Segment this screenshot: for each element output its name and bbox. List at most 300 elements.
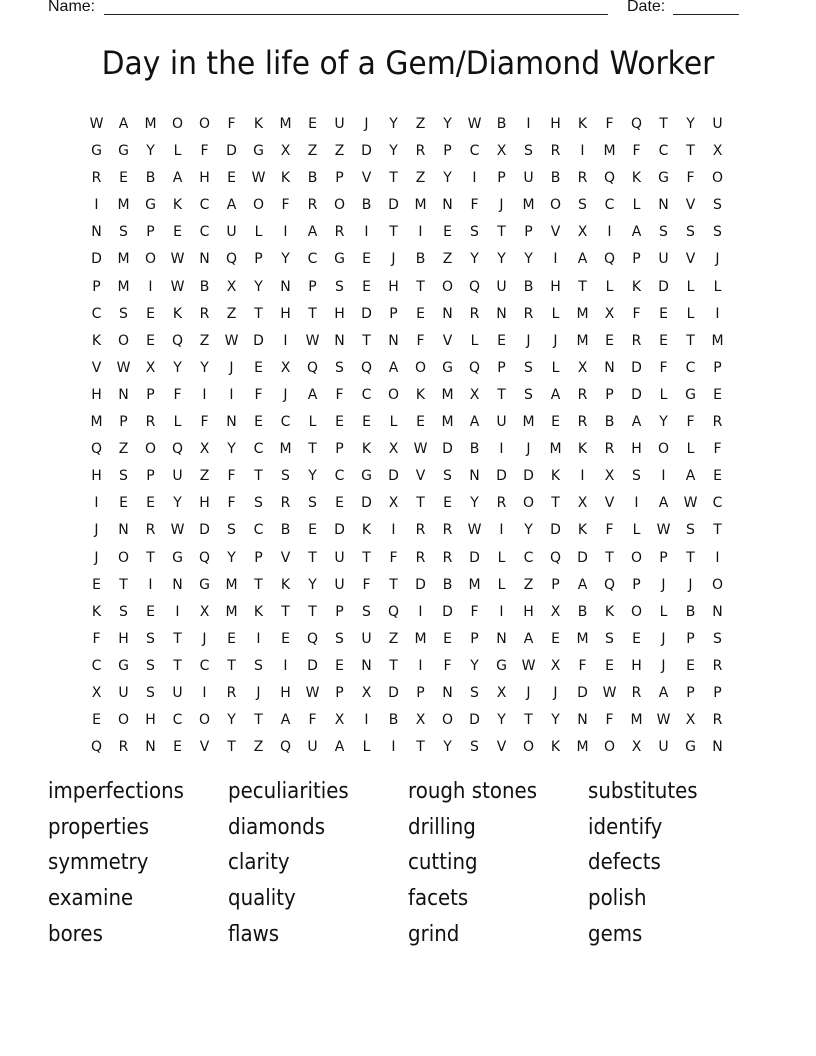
grid-cell: T: [416, 739, 425, 756]
grid-cell: F: [605, 116, 614, 132]
grid-cell: H: [631, 441, 642, 458]
grid-cell: N: [658, 197, 669, 214]
grid-cell: P: [632, 576, 641, 593]
grid-cell: O: [711, 170, 724, 187]
grid-cell: F: [605, 712, 614, 729]
grid-cell: A: [523, 630, 534, 647]
grid-cell: B: [685, 603, 696, 620]
grid-cell: I: [283, 224, 288, 241]
grid-cell: S: [686, 522, 695, 539]
grid-cell: P: [497, 359, 506, 376]
grid-cell: P: [551, 576, 560, 593]
grid-cell: F: [578, 657, 587, 674]
grid-cell: D: [469, 712, 480, 729]
grid-cell: T: [389, 576, 398, 593]
grid-cell: I: [364, 224, 369, 241]
grid-cell: J: [94, 549, 99, 566]
grid-cell: U: [496, 414, 507, 431]
grid-cell: I: [634, 495, 639, 512]
word-list-item: drilling: [408, 814, 476, 840]
grid-cell: I: [499, 603, 504, 620]
grid-cell: I: [148, 576, 153, 593]
grid-cell: M: [144, 116, 157, 132]
grid-cell: Q: [306, 359, 319, 376]
grid-cell: D: [226, 143, 237, 160]
grid-cell: V: [604, 495, 615, 512]
grid-cell: R: [523, 305, 534, 322]
grid-cell: O: [387, 386, 400, 403]
grid-cell: N: [469, 468, 480, 485]
word-list-item: facets: [408, 886, 469, 912]
word-list-item: polish: [588, 886, 647, 912]
grid-cell: A: [577, 251, 588, 268]
grid-cell: E: [632, 630, 641, 647]
grid-cell: S: [524, 359, 533, 376]
grid-cell: J: [256, 684, 261, 701]
grid-cell: X: [604, 305, 615, 322]
grid-cell: O: [630, 603, 643, 620]
grid-cell: J: [688, 576, 693, 593]
grid-cell: I: [283, 657, 288, 674]
grid-cell: I: [715, 305, 720, 322]
grid-cell: I: [229, 386, 234, 403]
grid-cell: A: [226, 197, 237, 214]
grid-cell: Z: [415, 170, 426, 187]
grid-cell: U: [658, 251, 669, 268]
grid-cell: E: [443, 495, 452, 512]
grid-cell: F: [713, 441, 722, 458]
grid-cell: S: [470, 684, 479, 701]
grid-cell: P: [335, 441, 344, 458]
grid-cell: C: [199, 224, 210, 241]
grid-cell: M: [468, 576, 481, 593]
grid-cell: V: [199, 739, 210, 756]
grid-cell: B: [604, 414, 615, 431]
grid-cell: L: [686, 305, 695, 322]
grid-cell: K: [577, 522, 588, 539]
grid-cell: Y: [173, 495, 182, 512]
grid-cell: T: [551, 495, 560, 512]
grid-cell: H: [550, 116, 561, 132]
grid-cell: R: [118, 739, 129, 756]
grid-cell: Q: [360, 359, 373, 376]
grid-cell: W: [251, 170, 266, 187]
grid-cell: R: [145, 522, 156, 539]
word-list-item: imperfections: [48, 779, 184, 804]
grid-cell: U: [658, 739, 669, 756]
grid-cell: Z: [523, 576, 534, 593]
grid-cell: A: [469, 414, 480, 431]
grid-cell: N: [145, 739, 156, 756]
word-list-item: diamonds: [228, 814, 326, 840]
grid-cell: M: [225, 603, 238, 620]
word-list-item: bores: [48, 921, 103, 947]
word-list-item: grind: [408, 921, 460, 947]
grid-cell: X: [496, 143, 507, 160]
grid-cell: C: [91, 305, 102, 322]
grid-cell: A: [577, 576, 588, 593]
grid-cell: T: [119, 576, 128, 593]
grid-cell: W: [467, 522, 482, 539]
grid-cell: P: [686, 630, 695, 647]
grid-cell: S: [713, 630, 722, 647]
grid-cell: L: [551, 359, 560, 376]
grid-cell: K: [172, 305, 183, 322]
grid-cell: N: [280, 278, 291, 295]
grid-cell: Y: [389, 143, 398, 160]
grid-cell: E: [362, 278, 371, 295]
grid-cell: H: [280, 684, 291, 701]
grid-cell: J: [229, 359, 234, 376]
grid-cell: D: [253, 332, 264, 349]
grid-cell: U: [307, 739, 318, 756]
grid-cell: U: [334, 116, 345, 132]
grid-cell: H: [118, 630, 129, 647]
grid-cell: Y: [308, 576, 317, 593]
grid-cell: M: [117, 197, 130, 214]
word-list-item: identify: [588, 814, 663, 840]
grid-cell: O: [198, 116, 211, 132]
grid-cell: O: [657, 441, 670, 458]
grid-cell: P: [524, 224, 533, 241]
grid-cell: H: [388, 278, 399, 295]
grid-cell: D: [199, 522, 210, 539]
grid-cell: E: [362, 251, 371, 268]
grid-cell: C: [199, 197, 210, 214]
grid-cell: K: [550, 739, 561, 756]
grid-cell: C: [307, 251, 318, 268]
grid-cell: E: [659, 332, 668, 349]
grid-cell: O: [171, 116, 184, 132]
grid-cell: O: [117, 332, 130, 349]
grid-cell: H: [199, 170, 210, 187]
grid-cell: C: [91, 657, 102, 674]
grid-cell: N: [118, 386, 129, 403]
grid-cell: X: [685, 712, 696, 729]
grid-cell: P: [389, 305, 398, 322]
grid-cell: C: [523, 549, 534, 566]
grid-cell: C: [280, 414, 291, 431]
grid-cell: B: [361, 197, 372, 214]
grid-cell: H: [280, 305, 291, 322]
grid-cell: C: [685, 359, 696, 376]
grid-cell: S: [227, 522, 236, 539]
grid-cell: S: [254, 495, 263, 512]
grid-cell: I: [94, 495, 99, 512]
grid-cell: T: [659, 116, 668, 132]
date-label: Date:: [627, 0, 666, 15]
grid-cell: Y: [443, 116, 452, 132]
grid-cell: T: [605, 549, 614, 566]
grid-cell: U: [172, 468, 183, 485]
grid-cell: E: [146, 495, 155, 512]
grid-cell: Z: [226, 305, 237, 322]
grid-cell: G: [442, 359, 453, 376]
grid-cell: M: [576, 630, 589, 647]
grid-cell: T: [497, 224, 506, 241]
grid-cell: F: [470, 603, 479, 620]
grid-cell: J: [94, 522, 99, 539]
grid-cell: X: [631, 739, 642, 756]
grid-cell: I: [472, 170, 477, 187]
grid-cell: M: [576, 305, 589, 322]
grid-cell: F: [254, 386, 263, 403]
grid-cell: A: [658, 684, 669, 701]
grid-cell: H: [631, 657, 642, 674]
grid-cell: H: [91, 386, 102, 403]
grid-cell: E: [227, 630, 236, 647]
grid-cell: D: [388, 197, 399, 214]
grid-cell: V: [361, 170, 372, 187]
grid-cell: C: [658, 143, 669, 160]
grid-cell: B: [415, 251, 426, 268]
grid-cell: Z: [442, 251, 453, 268]
grid-cell: T: [389, 657, 398, 674]
grid-cell: O: [630, 549, 643, 566]
grid-cell: F: [281, 197, 290, 214]
grid-cell: D: [496, 468, 507, 485]
grid-cell: L: [551, 305, 560, 322]
word-list-item: quality: [228, 886, 296, 912]
grid-cell: W: [305, 684, 320, 701]
grid-cell: R: [604, 441, 615, 458]
grid-cell: O: [441, 278, 454, 295]
grid-cell: J: [283, 386, 288, 403]
grid-cell: L: [632, 522, 641, 539]
grid-cell: X: [334, 712, 345, 729]
grid-cell: I: [391, 739, 396, 756]
grid-cell: X: [388, 495, 399, 512]
grid-cell: E: [173, 739, 182, 756]
grid-cell: I: [94, 197, 99, 214]
grid-cell: F: [470, 197, 479, 214]
grid-cell: S: [713, 197, 722, 214]
grid-cell: Y: [497, 251, 506, 268]
grid-cell: F: [308, 712, 317, 729]
grid-cell: O: [441, 712, 454, 729]
grid-cell: E: [335, 495, 344, 512]
grid-cell: M: [576, 332, 589, 349]
grid-cell: H: [523, 603, 534, 620]
grid-cell: T: [686, 332, 695, 349]
grid-cell: V: [280, 549, 291, 566]
grid-cell: G: [118, 143, 129, 160]
grid-cell: V: [415, 468, 426, 485]
grid-cell: U: [172, 684, 183, 701]
grid-cell: P: [659, 549, 668, 566]
name-label: Name:: [48, 0, 96, 15]
grid-cell: S: [335, 359, 344, 376]
grid-cell: F: [605, 522, 614, 539]
grid-cell: E: [92, 712, 101, 729]
grid-cell: B: [577, 603, 588, 620]
grid-cell: I: [364, 712, 369, 729]
grid-cell: E: [119, 170, 128, 187]
grid-cell: K: [550, 468, 561, 485]
grid-cell: M: [117, 251, 130, 268]
grid-cell: E: [686, 657, 695, 674]
grid-cell: K: [91, 603, 102, 620]
grid-cell: M: [630, 712, 643, 729]
grid-cell: I: [418, 224, 423, 241]
grid-cell: F: [443, 657, 452, 674]
grid-cell: K: [280, 576, 291, 593]
grid-cell: G: [685, 739, 696, 756]
grid-cell: R: [712, 414, 723, 431]
grid-cell: F: [632, 143, 641, 160]
grid-cell: D: [388, 468, 399, 485]
grid-cell: Y: [470, 251, 479, 268]
grid-cell: L: [632, 197, 641, 214]
grid-cell: L: [497, 549, 506, 566]
name-field[interactable]: [104, 14, 608, 15]
grid-cell: Q: [468, 359, 481, 376]
grid-cell: S: [578, 197, 587, 214]
grid-cell: D: [415, 576, 426, 593]
grid-cell: D: [577, 684, 588, 701]
grid-cell: U: [226, 224, 237, 241]
grid-cell: I: [499, 441, 504, 458]
grid-cell: E: [335, 657, 344, 674]
grid-cell: T: [362, 549, 371, 566]
grid-cell: Q: [603, 251, 616, 268]
grid-cell: X: [577, 359, 588, 376]
grid-cell: I: [256, 630, 261, 647]
grid-cell: D: [334, 522, 345, 539]
grid-cell: R: [334, 224, 345, 241]
grid-cell: U: [334, 549, 345, 566]
grid-cell: N: [199, 251, 210, 268]
grid-cell: F: [200, 414, 209, 431]
grid-cell: J: [364, 116, 369, 132]
grid-cell: P: [254, 251, 263, 268]
grid-cell: H: [145, 712, 156, 729]
grid-cell: W: [521, 657, 536, 674]
grid-cell: G: [253, 143, 264, 160]
grid-cell: I: [661, 468, 666, 485]
grid-cell: F: [632, 305, 641, 322]
grid-cell: D: [631, 386, 642, 403]
grid-cell: B: [199, 278, 210, 295]
grid-cell: O: [117, 549, 130, 566]
grid-cell: W: [170, 251, 185, 268]
grid-cell: X: [145, 359, 156, 376]
grid-cell: L: [389, 414, 398, 431]
grid-cell: T: [227, 657, 236, 674]
grid-cell: W: [170, 278, 185, 295]
grid-cell: R: [199, 305, 210, 322]
date-field[interactable]: [673, 14, 739, 15]
word-list-item: gems: [588, 921, 643, 947]
header: [48, 0, 748, 20]
grid-cell: W: [413, 441, 428, 458]
grid-cell: M: [414, 197, 427, 214]
grid-cell: E: [281, 630, 290, 647]
grid-cell: T: [254, 576, 263, 593]
grid-cell: I: [526, 116, 531, 132]
grid-cell: C: [334, 468, 345, 485]
grid-cell: D: [469, 549, 480, 566]
grid-cell: K: [415, 386, 426, 403]
grid-cell: X: [712, 143, 723, 160]
grid-cell: J: [499, 197, 504, 214]
grid-cell: X: [226, 278, 237, 295]
grid-cell: G: [172, 549, 183, 566]
grid-cell: L: [308, 414, 317, 431]
grid-cell: F: [227, 495, 236, 512]
grid-cell: O: [198, 712, 211, 729]
grid-cell: D: [388, 684, 399, 701]
grid-cell: W: [116, 359, 131, 376]
grid-cell: Y: [497, 712, 506, 729]
grid-cell: L: [173, 414, 182, 431]
grid-cell: T: [686, 143, 695, 160]
grid-cell: X: [280, 359, 291, 376]
grid-cell: S: [254, 657, 263, 674]
grid-cell: J: [526, 332, 531, 349]
grid-cell: E: [713, 468, 722, 485]
grid-cell: S: [659, 224, 668, 241]
grid-cell: T: [389, 170, 398, 187]
grid-cell: R: [145, 414, 156, 431]
grid-cell: G: [334, 251, 345, 268]
grid-cell: F: [92, 630, 101, 647]
grid-cell: X: [577, 495, 588, 512]
grid-cell: E: [605, 657, 614, 674]
grid-cell: F: [173, 386, 182, 403]
grid-cell: R: [307, 197, 318, 214]
grid-cell: I: [175, 603, 180, 620]
grid-cell: V: [496, 739, 507, 756]
grid-cell: Q: [225, 251, 238, 268]
grid-cell: S: [146, 630, 155, 647]
grid-cell: Y: [443, 739, 452, 756]
grid-cell: I: [715, 549, 720, 566]
grid-cell: V: [550, 224, 561, 241]
grid-cell: Y: [146, 143, 155, 160]
word-list-item: substitutes: [588, 779, 698, 804]
grid-cell: U: [334, 576, 345, 593]
grid-cell: Y: [524, 251, 533, 268]
grid-cell: T: [308, 549, 317, 566]
grid-cell: C: [253, 441, 264, 458]
grid-cell: D: [91, 251, 102, 268]
grid-cell: Z: [118, 441, 129, 458]
grid-cell: T: [173, 657, 182, 674]
grid-cell: K: [631, 170, 642, 187]
grid-cell: R: [226, 684, 237, 701]
grid-cell: P: [92, 278, 101, 295]
grid-cell: Z: [307, 143, 318, 160]
grid-cell: E: [497, 332, 506, 349]
grid-cell: Y: [254, 278, 263, 295]
grid-cell: Y: [200, 359, 209, 376]
grid-cell: M: [549, 441, 562, 458]
grid-cell: O: [522, 495, 535, 512]
grid-cell: P: [119, 414, 128, 431]
word-list-item: defects: [588, 850, 661, 876]
grid-cell: J: [391, 251, 396, 268]
grid-cell: K: [172, 197, 183, 214]
grid-cell: K: [604, 603, 615, 620]
grid-cell: N: [442, 197, 453, 214]
grid-cell: A: [388, 359, 399, 376]
grid-cell: E: [146, 332, 155, 349]
grid-cell: S: [524, 143, 533, 160]
grid-cell: R: [577, 386, 588, 403]
grid-cell: F: [416, 332, 425, 349]
grid-cell: P: [254, 549, 263, 566]
